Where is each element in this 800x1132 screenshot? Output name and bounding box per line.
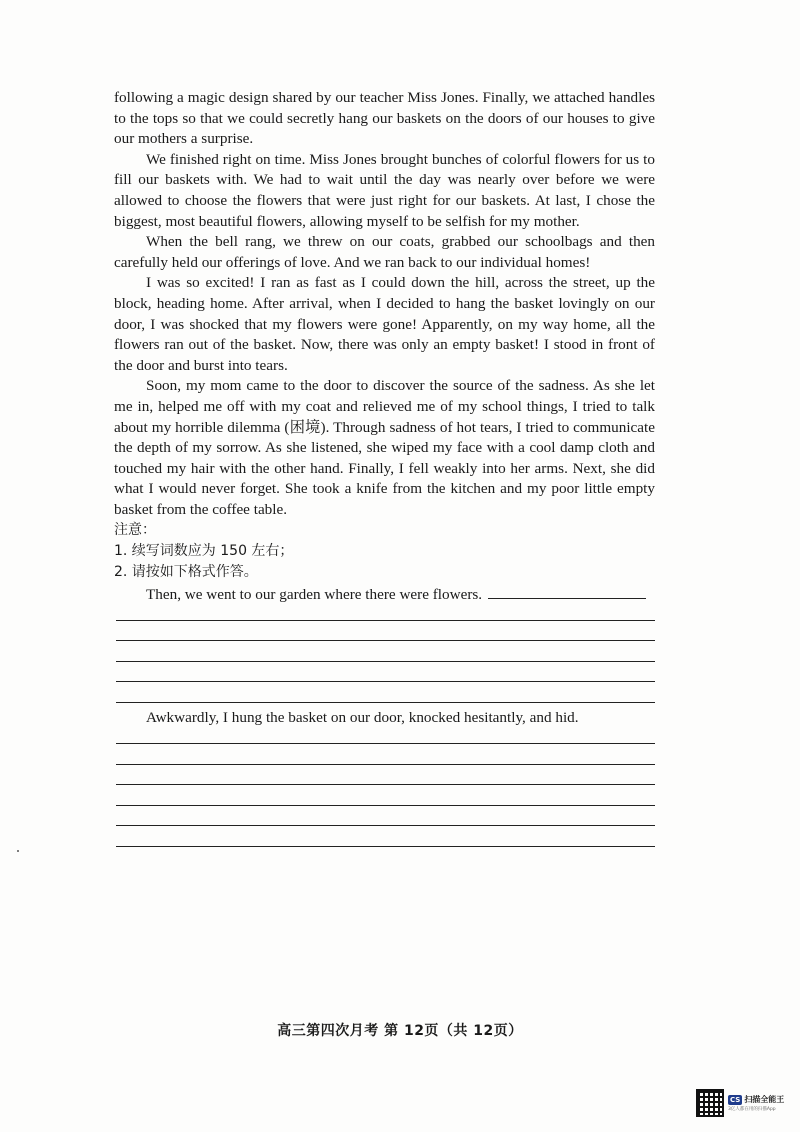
answer-line-11[interactable] <box>116 846 655 847</box>
cs-logo-icon: CS <box>730 1095 741 1104</box>
qr-code-icon <box>696 1089 724 1117</box>
answer-line-6[interactable] <box>116 743 655 744</box>
note-item-2: 2. 请按如下格式作答。 <box>114 563 258 580</box>
brand-row <box>728 1094 784 1105</box>
answer-line-5[interactable] <box>116 702 655 703</box>
brand-name: 扫描全能王 <box>744 1095 785 1104</box>
answer-line-7[interactable] <box>116 764 655 765</box>
passage-paragraph-1: following a magic design shared by our teacher Miss Jones. Finally, we attached handles to the tops so that we could secretly hang our baskets on the doors of our houses to give our mothers a surprise. <box>114 89 655 148</box>
passage-paragraph-5: Soon, my mom came to the door to discover the source of the sadness. As she let me in, helped me off with my coat and relieved me of my school things, I tried to talk about my horrible dilemma (困境). Through sadness of hot tears, I tried to communicate the depth of my sorrow. As she listened, she wiped my face with a cool damp cloth and touched my hair with the other hand. Finally, I fell weakly into her arms. Next, she did what I would never forget. She took a knife from the kitchen and my poor little empty basket from the coffee table. <box>114 377 655 518</box>
answer-line-8[interactable] <box>116 784 655 785</box>
answer-line-1[interactable] <box>116 620 655 621</box>
passage-paragraph-2: We finished right on time. Miss Jones brought bunches of colorful flowers for us to fill our baskets with. We had to wait until the day was nearly over before we were allowed to choose the flowers that were just right for our baskets. At last, I chose the biggest, most beautiful flowers, allowing myself to be selfish for my mother. <box>114 150 655 230</box>
notes-heading: 注意： <box>114 522 156 539</box>
second-paragraph-prompt <box>146 708 579 728</box>
answer-line-4[interactable] <box>116 681 655 682</box>
answer-line-3[interactable] <box>116 661 655 662</box>
page-footer: 高三第四次月考 第 12页（共 12页） <box>277 1023 523 1039</box>
reading-passage <box>114 88 655 582</box>
answer-line-10[interactable] <box>116 825 655 826</box>
first-paragraph-prompt <box>146 584 646 605</box>
answer-line-9[interactable] <box>116 805 655 806</box>
first-prompt-blank[interactable] <box>488 584 646 599</box>
notes-section <box>114 520 655 582</box>
scan-speck <box>17 850 19 852</box>
note-item-1: 1. 续写词数应为 150 左右； <box>114 543 294 560</box>
passage-paragraph-4: I was so excited! I ran as fast as I could down the hill, across the street, up the block, heading home. After arrival, when I decided to hang the basket lovingly on our door, I was shocked that my flowers were gone! Apparently, on my way home, all the flowers ran out of the basket. Now, there was only an empty basket! I stood in front of the door and burst into tears. <box>114 274 655 374</box>
brand-tagline: 3亿人都在用的扫描App <box>728 1107 776 1112</box>
first-prompt-text: Then, we went to our garden where there were flowers. <box>146 586 483 603</box>
scanner-brand <box>728 1094 784 1112</box>
passage-paragraph-3: When the bell rang, we threw on our coats, grabbed our schoolbags and then carefully held our offerings of love. And we ran back to our individual homes! <box>114 233 655 271</box>
scanner-watermark <box>696 1086 788 1120</box>
answer-line-2[interactable] <box>116 640 655 641</box>
second-prompt-text: Awkwardly, I hung the basket on our door, knocked hesitantly, and hid. <box>146 709 579 726</box>
